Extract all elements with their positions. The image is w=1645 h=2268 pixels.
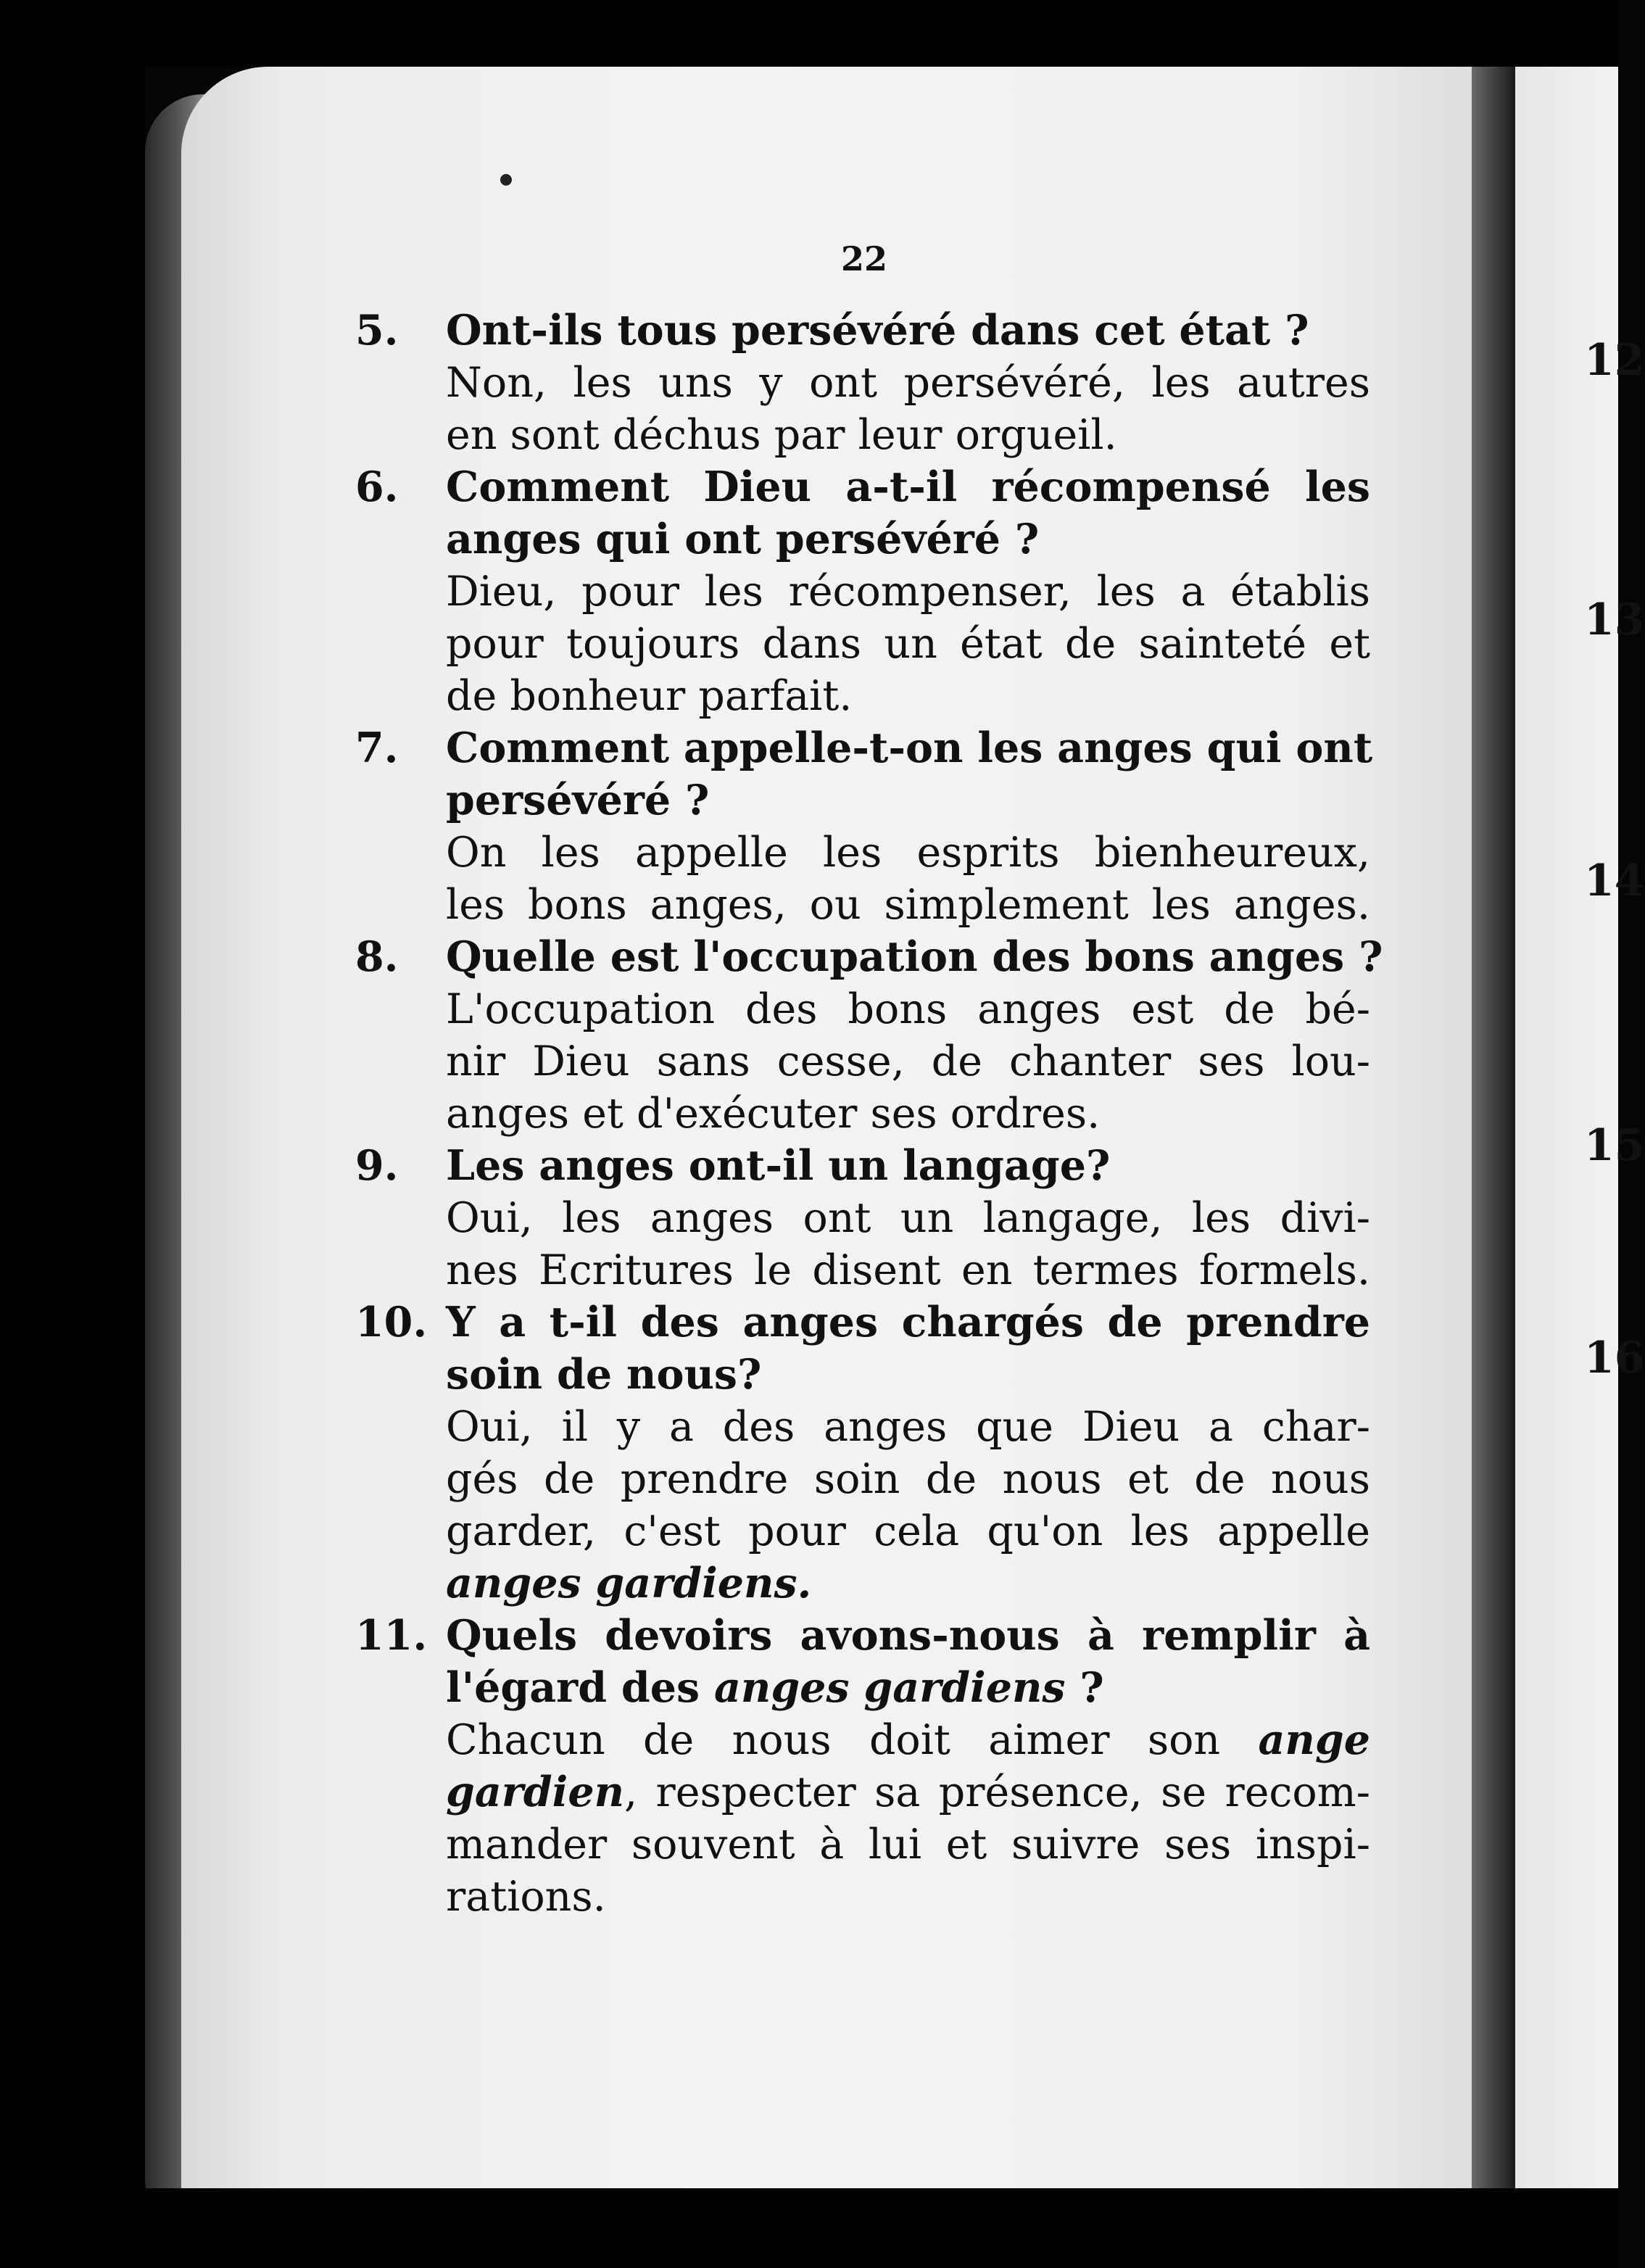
question-number: 9.	[355, 1141, 399, 1190]
question-line: persévéré ?	[446, 776, 710, 824]
answer-line: en sont déchus par leur orgueil.	[446, 411, 1117, 459]
qa-entry-9	[355, 1140, 1370, 1296]
answer-line: nir Dieu sans cesse, de chanter ses lou-	[446, 1038, 1370, 1085]
question-line: anges qui ont persévéré ?	[446, 515, 1040, 563]
question-line: Ont-ils tous persévéré dans cet état ?	[446, 306, 1309, 355]
answer-line: nes Ecritures le disent en termes formels.	[446, 1246, 1370, 1294]
qa-entry-5	[355, 305, 1370, 461]
question-number: 6.	[355, 463, 399, 511]
answer-line: rations.	[446, 1873, 606, 1921]
facing-number: 16	[1584, 1333, 1645, 1383]
question-line	[355, 1662, 1370, 1714]
question-line: Quels devoirs avons-nous à remplir à	[446, 1611, 1370, 1660]
question-line: Comment appelle-t-on les anges qui ont	[446, 724, 1373, 772]
answer-line: mander souvent à lui et suivre ses inspi-	[446, 1821, 1370, 1868]
question-text: ?	[1065, 1663, 1104, 1712]
answer-line: les bons anges, ou simplement les anges.	[446, 881, 1370, 929]
italic-term: anges gardiens	[713, 1663, 1066, 1712]
qa-entry-7	[355, 722, 1373, 931]
facing-number: 14	[1584, 856, 1645, 906]
question-number: 11.	[355, 1611, 428, 1660]
question-text: l'égard des	[446, 1663, 714, 1712]
qa-entry-6	[355, 461, 1370, 722]
italic-term: ange	[1258, 1716, 1370, 1764]
question-number: 7.	[355, 724, 399, 772]
answer-line: Oui, il y a des anges que Dieu a char-	[446, 1403, 1370, 1451]
scan-border-top	[0, 0, 1618, 67]
question-line: Comment Dieu a-t-il récompensé les	[446, 463, 1370, 511]
question-number: 5.	[355, 306, 399, 355]
ink-dot	[500, 174, 512, 186]
facing-number: 15	[1584, 1120, 1645, 1171]
question-line: Quelle est l'occupation des bons anges ?	[446, 932, 1383, 981]
answer-line: anges et d'exécuter ses ordres.	[446, 1090, 1101, 1138]
italic-term: gardien	[446, 1768, 625, 1816]
question-line: Y a t-il des anges chargés de prendre	[446, 1298, 1370, 1346]
answer-line: Dieu, pour les récompenser, les a établis	[446, 568, 1370, 616]
answer-line: gés de prendre soin de nous et de nous	[446, 1455, 1370, 1503]
answer-line: L'occupation des bons anges est de bé-	[446, 985, 1370, 1033]
catechism-text	[355, 305, 1383, 1923]
question-number: 10.	[355, 1298, 428, 1346]
qa-entry-11	[355, 1610, 1370, 1923]
answer-line: Non, les uns y ont persévéré, les autres	[446, 359, 1370, 407]
question-number: 8.	[355, 932, 399, 981]
answer-line: de bonheur parfait.	[446, 672, 853, 720]
answer-line: On les appelle les esprits bienheureux,	[446, 829, 1370, 877]
italic-term: anges gardiens.	[446, 1559, 812, 1607]
page-gutter-shadow	[1472, 67, 1515, 2213]
answer-line	[355, 1766, 1370, 1818]
answer-line: Oui, les anges ont un langage, les divi-	[446, 1194, 1370, 1242]
page-number: 22	[841, 239, 888, 278]
scan-border-bottom	[0, 2188, 1618, 2268]
scan-border-left	[0, 0, 145, 2268]
qa-entry-8	[355, 931, 1383, 1140]
question-line: soin de nous?	[446, 1350, 762, 1399]
answer-line: pour toujours dans un état de sainteté et	[446, 620, 1370, 668]
question-line: Les anges ont-il un langage?	[446, 1141, 1111, 1190]
facing-number: 12	[1584, 335, 1645, 386]
answer-line	[355, 1714, 1370, 1766]
qa-entry-10	[355, 1296, 1370, 1610]
answer-text: Chacun de nous doit aimer son	[446, 1716, 1259, 1764]
answer-line: garder, c'est pour cela qu'on les appelle	[446, 1507, 1370, 1555]
facing-number: 13	[1584, 595, 1645, 645]
answer-text: , respecter sa présence, se recom-	[624, 1768, 1370, 1816]
answer-line-italic	[355, 1557, 1370, 1610]
